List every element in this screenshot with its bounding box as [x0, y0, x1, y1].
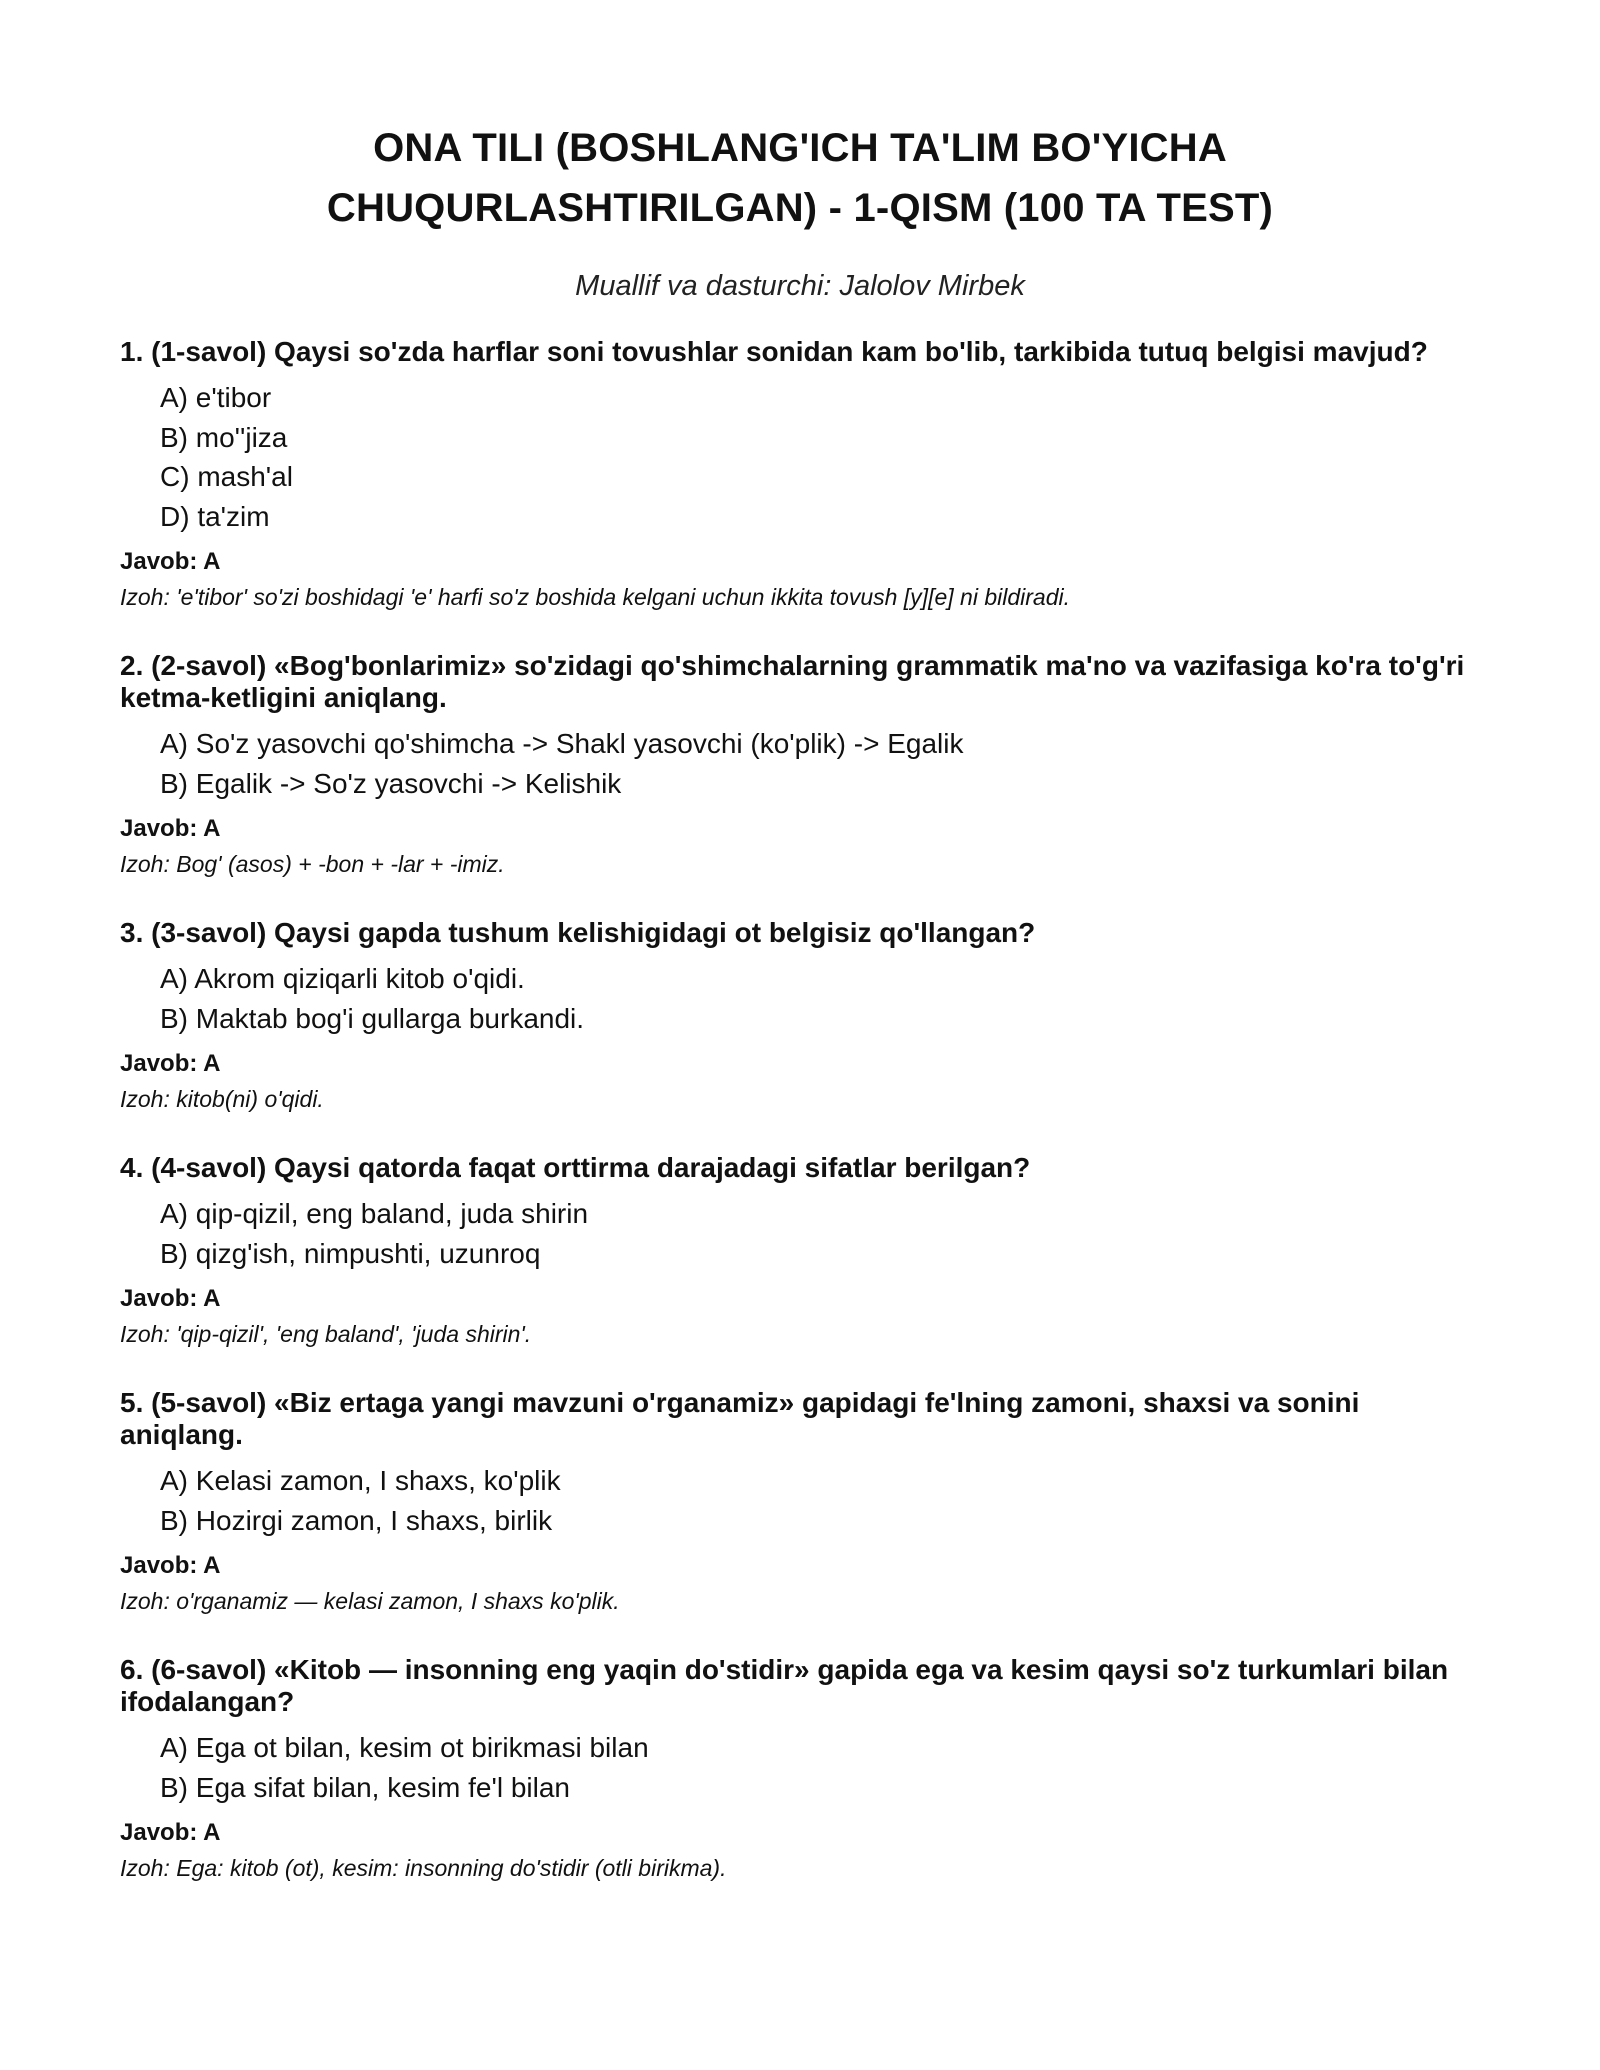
option-a: A) Kelasi zamon, I shaxs, ko'plik — [160, 1465, 561, 1496]
question-text: 4. (4-savol) Qaysi qatorda faqat orttirma darajadagi sifatlar berilgan? — [120, 1152, 1031, 1183]
answer-label: Javob: A — [120, 548, 221, 575]
option-b: B) qizg'ish, nimpushti, uzunroq — [160, 1237, 541, 1269]
option-b: B) Egalik -> So'z yasovchi -> Kelishik — [160, 767, 622, 799]
option-b: B) Ega sifat bilan, kesim fe'l bilan — [160, 1771, 570, 1803]
option-a: A) Ega ot bilan, kesim ot birikmasi bilan — [160, 1732, 649, 1763]
explanation-text: Izoh: o'rganamiz — kelasi zamon, I shaxs ko'plik. — [120, 1588, 620, 1614]
answer-label: Javob: A — [120, 1552, 221, 1579]
question-list — [120, 336, 1480, 1883]
option-d: D) ta'zim — [160, 500, 270, 532]
answer-label: Javob: A — [120, 815, 221, 842]
question-block-6 — [120, 1654, 1480, 1883]
option-b: B) mo''jiza — [160, 421, 288, 453]
page-title — [120, 118, 1480, 238]
explanation-text: Izoh: Bog' (asos) + -bon + -lar + -imiz. — [120, 851, 505, 877]
option-list — [120, 1194, 1480, 1273]
question-text: 5. (5-savol) «Biz ertaga yangi mavzuni o'rganamiz» gapidagi fe'lning zamoni, shaxsi va sonini aniqlang. — [120, 1387, 1360, 1450]
explanation-text: Izoh: 'qip-qizil', 'eng baland', 'juda shirin'. — [120, 1321, 532, 1347]
question-block-2 — [120, 650, 1480, 879]
question-text: 6. (6-savol) «Kitob — insonning eng yaqin do'stidir» gapida ega va kesim qaysi so'z turkumlari bilan ifodalangan? — [120, 1654, 1449, 1717]
title-line-2: CHUQURLASHTIRILGAN) - 1-QISM (100 TA TEST) — [326, 186, 1274, 230]
explanation-text: Izoh: Ega: kitob (ot), kesim: insonning do'stidir (otli birikma). — [120, 1855, 727, 1881]
option-list — [120, 959, 1480, 1038]
option-list — [120, 1461, 1480, 1540]
explanation-text: Izoh: 'e'tibor' so'zi boshidagi 'e' harfi so'z boshida kelgani uchun ikkita tovush [y][e] ni bildiradi. — [120, 584, 1070, 610]
answer-label: Javob: A — [120, 1050, 221, 1077]
author-line: Muallif va dasturchi: Jalolov Mirbek — [575, 270, 1025, 302]
question-block-3 — [120, 917, 1480, 1114]
title-line-1: ONA TILI (BOSHLANG'ICH TA'LIM BO'YICHA — [373, 126, 1227, 170]
option-list — [120, 378, 1480, 536]
answer-label: Javob: A — [120, 1819, 221, 1846]
option-list — [120, 1728, 1480, 1807]
option-b: B) Maktab bog'i gullarga burkandi. — [160, 1002, 585, 1034]
option-a: A) Akrom qiziqarli kitob o'qidi. — [160, 963, 525, 994]
explanation-text: Izoh: kitob(ni) o'qidi. — [120, 1086, 324, 1112]
option-a: A) qip-qizil, eng baland, juda shirin — [160, 1198, 589, 1229]
option-b: B) Hozirgi zamon, I shaxs, birlik — [160, 1504, 553, 1536]
question-text: 2. (2-savol) «Bog'bonlarimiz» so'zidagi qo'shimchalarning grammatik ma'no va vazifasiga ko'ra to'g'ri ketma-ketligini aniqlang. — [120, 650, 1465, 713]
question-block-1 — [120, 336, 1480, 612]
option-c: C) mash'al — [160, 461, 293, 492]
option-a: A) e'tibor — [160, 382, 272, 413]
answer-label: Javob: A — [120, 1285, 221, 1312]
option-a: A) So'z yasovchi qo'shimcha -> Shakl yasovchi (ko'plik) -> Egalik — [160, 728, 964, 759]
question-text: 3. (3-savol) Qaysi gapda tushum kelishigidagi ot belgisiz qo'llangan? — [120, 917, 1036, 948]
question-text: 1. (1-savol) Qaysi so'zda harflar soni tovushlar sonidan kam bo'lib, tarkibida tutuq belgisi mavjud? — [120, 336, 1428, 367]
question-block-5 — [120, 1387, 1480, 1616]
question-block-4 — [120, 1152, 1480, 1349]
option-list — [120, 724, 1480, 803]
